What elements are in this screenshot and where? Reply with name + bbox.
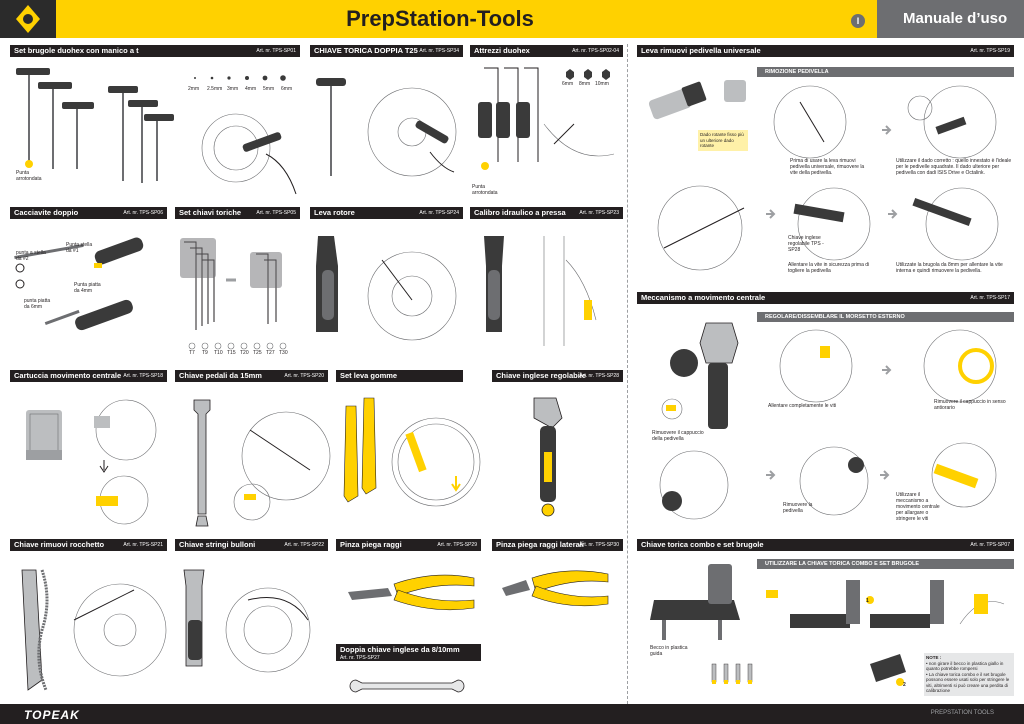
double-wrench-8-10-illustration — [348, 676, 468, 696]
size-label: 6mm — [562, 81, 574, 87]
crank-removal-steps-1 — [760, 82, 1010, 162]
subheader-outer-clamp: REGOLARE/DISSEMBLARE IL MORSETTO ESTERNO — [757, 312, 1014, 322]
fold-divider — [627, 44, 628, 704]
section-header-tps-sp23: Calibro idraulico a pressa Art. nr. TPS-SP23 — [470, 207, 623, 219]
size-label: 2mm — [188, 86, 200, 92]
chain-whip-illustration — [14, 560, 170, 700]
beak-label: Becco in plastica guida — [650, 645, 688, 657]
torx-size: T9 — [202, 350, 208, 356]
bb-cartridge-illustration — [20, 390, 160, 530]
step-text: Allentare la vite in sicurezza prima di togliere la pedivella — [788, 262, 870, 274]
flat-tip-6-label: punta piatta da 6mm — [24, 298, 51, 310]
size-label: 5mm — [263, 86, 275, 92]
torx-size: T27 — [266, 350, 275, 356]
subheader-combo-use: UTILIZZARE LA CHIAVE TORICA COMBO E SET BRUGOLE — [757, 559, 1014, 569]
crank-removal-steps-2 — [644, 178, 1014, 273]
section-header-tps-sp05: Set chiavi toriche Art. nr. TPS-SP05 — [175, 207, 300, 219]
footer-bar — [0, 704, 1024, 724]
section-header-tps-sp07: Chiave torica combo e set brugole Art. nr. TPS-SP07 — [637, 539, 1014, 551]
page-number: I — [851, 14, 865, 28]
torx-size: T10 — [214, 350, 223, 356]
bolt-wrench-illustration — [178, 560, 330, 700]
footer-text: PREPSTATION TOOLS — [930, 710, 994, 716]
section-header-tire-levers: Set leva gomme — [336, 370, 463, 382]
spoke-bending-pliers-illustration — [344, 570, 484, 620]
step-text: Rimuovere il cappuccio della pedivella — [652, 430, 704, 442]
flat-tip-4-label: Punta piatta da 4mm — [74, 282, 101, 294]
torx-size: T7 — [189, 350, 195, 356]
section-header-tps-sp17: Meccanismo a movimento centrale Art. nr. TPS-SP17 — [637, 292, 1014, 304]
footer-brand: TOPEAK — [24, 708, 80, 722]
section-header-tps-sp19: Leva rimuovi pedivella universale Art. nr. TPS-SP19 — [637, 45, 1014, 57]
crank-usage-illustration — [196, 104, 300, 196]
section-header-tps-sp28: Chiave inglese regolabile Art. nr. TPS-SP28 — [492, 370, 623, 382]
section-header-tps-sp01: Set brugole duohex con manico a t Art. nr. TPS-SP01 — [10, 45, 300, 57]
step-text: Utilizzare il meccanismo a movimento centrale per allargare o stringere le viti — [896, 492, 940, 522]
section-header-tps-sp18: Cartuccia movimento centrale Art. nr. TPS-SP18 — [10, 370, 167, 382]
pedal-wrench-illustration — [180, 390, 330, 538]
torx-size: T30 — [279, 350, 288, 356]
rounded-tip-label: Punta arrotondata — [472, 184, 498, 196]
size-label: 10mm — [595, 81, 609, 87]
torx-size: T15 — [227, 350, 236, 356]
section-header-tps-sp34: CHIAVE TORICA DOPPIA T25 Art. nr. TPS-SP34 — [310, 45, 463, 57]
adjustable-wrench-illustration — [520, 392, 590, 522]
rotor-lever-illustration — [312, 230, 462, 350]
tire-lever-set-illustration — [340, 392, 465, 522]
wrench-ref: Chiave inglese regolabile TPS - SP28 — [788, 235, 824, 253]
header-bar — [0, 0, 1024, 38]
step-text: Prima di usare la leva rimuovi pedivella universale, rimuovere la vite della pedivella. — [790, 158, 865, 176]
section-header-tps-sp27: Doppia chiave inglese da 8/10mm Art. nr. TPS-SP27 — [336, 644, 481, 661]
section-header-tps-sp30: Pinza piega raggi laterali Art. nr. TPS-SP30 — [492, 539, 623, 551]
section-header-tps-sp21: Chiave rimuovi rocchetto Art. nr. TPS-SP21 — [10, 539, 167, 551]
torx-key-set-illustration — [180, 228, 300, 348]
size-label: 4mm — [245, 86, 257, 92]
lateral-spoke-pliers-illustration — [498, 566, 618, 616]
section-header-tps-sp20: Chiave pedali da 15mm Art. nr. TPS-SP20 — [175, 370, 328, 382]
rounded-tip-label: Punta arrotondata — [16, 170, 42, 182]
torx-size: T20 — [240, 350, 249, 356]
double-torx-t25-illustration — [312, 72, 462, 196]
step-text: Utilizzate la brugola da 8mm per allentare la vite interna e quindi rimuovere la pedivella. — [896, 262, 1003, 274]
star-tip-1-label: Punta stella da #1 — [66, 242, 93, 254]
size-label: 3mm — [227, 86, 239, 92]
topeak-logo — [0, 0, 56, 38]
torx-size: T25 — [253, 350, 262, 356]
crank-puller-illustration — [644, 70, 754, 130]
step-text: Allentare completamente le viti — [768, 403, 837, 409]
step-number-1: 1 — [866, 598, 869, 604]
step-text: Utilizzare il dado corretto : quello innestato è l'ideale per le pedivelle squadrate. Il dado ulteriore per pedivella con dadi ISIS Drive e Octalink. — [896, 158, 1012, 176]
nut-note: Dado rotante fisso più un ulteriore dado rotante — [698, 130, 748, 151]
size-label: 8mm — [579, 81, 591, 87]
section-header-tps-sp06: Cacciavite doppio Art. nr. TPS-SP06 — [10, 207, 167, 219]
bb-tool-illustration — [650, 315, 750, 439]
page-title: PrepStation-Tools — [346, 6, 534, 31]
step-text: Rimuovere la pedivella — [783, 502, 813, 514]
hydraulic-press-gauge-illustration — [474, 230, 624, 350]
star-tip-2-label: punta a stella da #2 — [16, 250, 46, 262]
subheader-crank-removal: RIMOZIONE PEDIVELLA — [757, 67, 1014, 77]
size-label: 2.5mm — [207, 86, 223, 92]
note-box: NOTE : • non girare il becco in plastica giallo in quanto potrebbe rompersi • La chiave torica combo e il set brugole possono essere usati solo per stringere le viti, altrimenti si può creare una perdita di calibrazione — [924, 653, 1014, 696]
step-text: Rimuovere il cappuccio in senso antiorario — [934, 399, 1006, 411]
section-header-tps-sp24: Leva rotore Art. nr. TPS-SP24 — [310, 207, 463, 219]
manual-label: Manuale d’uso — [877, 0, 1024, 38]
size-label: 6mm — [281, 86, 293, 92]
hex-size-dots — [186, 72, 296, 102]
section-header-tps-sp02-04: Attrezzi duohex Art. nr. TPS-SP02-04 — [470, 45, 623, 57]
section-header-tps-sp22: Chiave stringi bulloni Art. nr. TPS-SP22 — [175, 539, 328, 551]
section-header-tps-sp29: Pinza piega raggi Art. nr. TPS-SP29 — [336, 539, 481, 551]
clamp-steps-1 — [760, 326, 1010, 406]
step-number-2: 2 — [903, 682, 906, 688]
combo-torx-hex-set-illustration — [648, 560, 758, 700]
